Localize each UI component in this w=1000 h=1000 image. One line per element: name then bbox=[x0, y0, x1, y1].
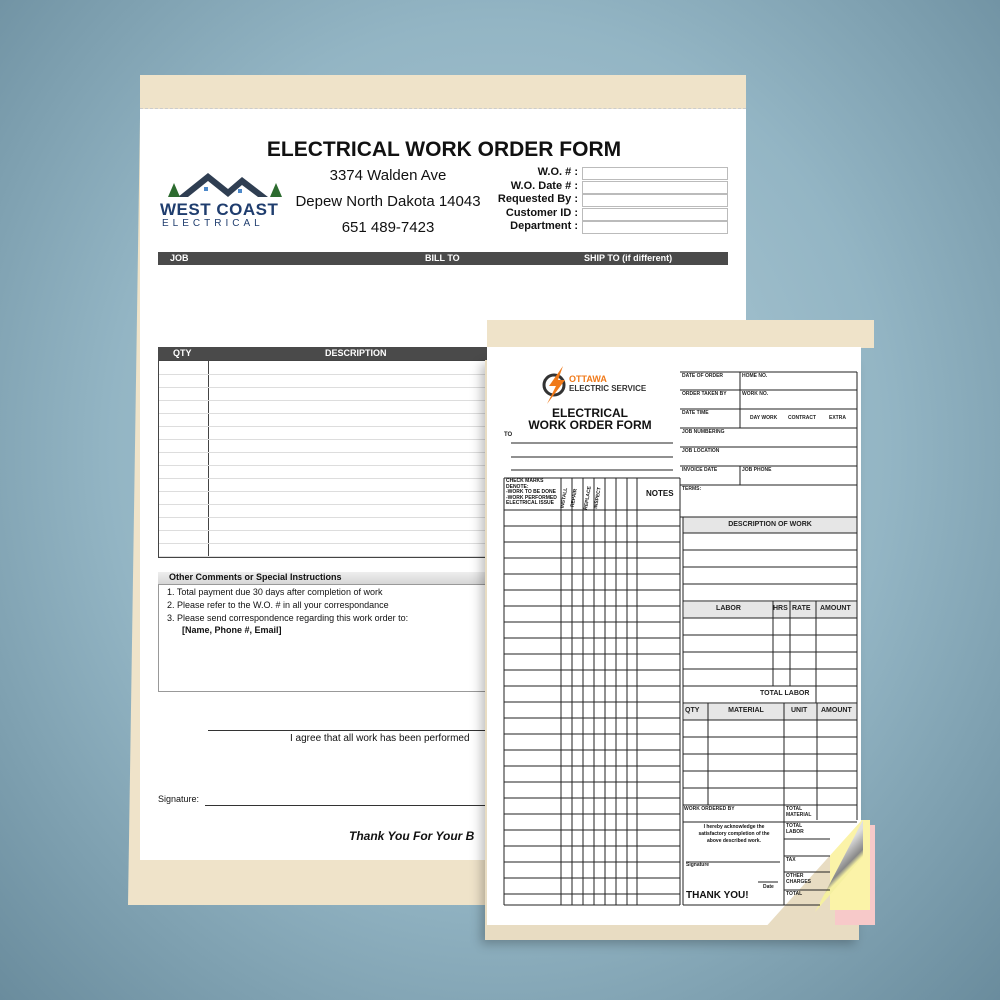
ship-to-label: SHIP TO (if different) bbox=[584, 253, 673, 263]
extra-option: EXTRA bbox=[829, 415, 846, 421]
to-label: TO bbox=[504, 432, 513, 438]
agree-text: I agree that all work has been performed bbox=[290, 733, 470, 744]
comment-line: 1. Total payment due 30 days after completion of work bbox=[167, 587, 383, 597]
job-location-label: JOB LOCATION bbox=[682, 448, 720, 454]
phone: 651 489-7423 bbox=[341, 219, 435, 236]
check-text: ELECTRICAL ISSUE bbox=[506, 500, 554, 506]
title-line: WORK ORDER FORM bbox=[528, 418, 652, 432]
totals-label: TOTAL bbox=[786, 891, 803, 897]
invoice-date-label: INVOICE DATE bbox=[682, 467, 718, 473]
acknowledge-text bbox=[684, 824, 784, 845]
unit-header: UNIT bbox=[791, 707, 808, 714]
field-label: W.O. # : bbox=[537, 166, 578, 178]
ack-line: I hereby acknowledge the bbox=[703, 824, 765, 830]
qty-label: QTY bbox=[173, 348, 192, 358]
description-of-work-header: DESCRIPTION OF WORK bbox=[728, 521, 812, 528]
check-text: CHECK MARKS bbox=[506, 478, 544, 484]
ottawa-logo-sub: ELECTRIC SERVICE bbox=[569, 384, 647, 393]
check-header bbox=[506, 479, 557, 507]
qty-header: QTY bbox=[685, 707, 700, 714]
comment-line: [Name, Phone #, Email] bbox=[182, 625, 282, 635]
field-label: W.O. Date # : bbox=[510, 179, 578, 192]
front-title bbox=[520, 407, 660, 431]
address-line: Depew North Dakota 14043 bbox=[295, 193, 481, 210]
date-of-order-label: DATE OF ORDER bbox=[682, 373, 724, 379]
field-label: Customer ID : bbox=[505, 206, 578, 219]
job-numbering-label: JOB NUMBERING bbox=[682, 429, 725, 435]
amount-header: AMOUNT bbox=[821, 707, 852, 714]
ottawa-logo: OTTAWA bbox=[569, 374, 607, 384]
terms-label: TERMS: bbox=[682, 486, 702, 492]
labor-header: LABOR bbox=[716, 605, 741, 612]
ack-line: above described work. bbox=[707, 838, 761, 844]
home-no-label: HOME NO. bbox=[742, 373, 768, 379]
contract-option: CONTRACT bbox=[788, 415, 817, 421]
check-column-label: INSPECT bbox=[592, 486, 603, 510]
field-label: Department : bbox=[510, 220, 578, 232]
field-label: Requested By : bbox=[497, 193, 578, 205]
date-time-label: DATE TIME bbox=[682, 410, 709, 416]
work-no-label: WORK NO. bbox=[742, 391, 769, 397]
rate-header: RATE bbox=[792, 605, 811, 612]
check-column-label: REPAIR bbox=[569, 488, 579, 508]
amount-header: AMOUNT bbox=[820, 605, 851, 612]
check-text: -WORK TO BE DONE bbox=[506, 489, 556, 495]
hrs-header: HRS bbox=[773, 605, 788, 612]
notes-label: NOTES bbox=[646, 489, 674, 498]
signature-label: Signature: bbox=[158, 794, 200, 804]
comment-line: 3. Please send correspondence regarding this work order to: bbox=[167, 613, 409, 623]
order-taken-by-label: ORDER TAKEN BY bbox=[682, 391, 727, 397]
comments-title: Other Comments or Special Instructions bbox=[169, 572, 342, 582]
totals-label: TOTAL LABOR bbox=[786, 823, 804, 835]
check-column-label: INSTALL bbox=[559, 487, 570, 509]
job-label: JOB bbox=[170, 253, 189, 263]
thank-you-text: Thank You For Your B bbox=[349, 829, 475, 843]
form-title: ELECTRICAL WORK ORDER FORM bbox=[266, 138, 622, 161]
total-labor-label: TOTAL LABOR bbox=[760, 690, 810, 697]
comment-line: 2. Please refer to the W.O. # in all your correspondance bbox=[167, 600, 389, 610]
lightning-bolt-icon bbox=[541, 366, 571, 404]
totals-label: OTHER CHARGES bbox=[786, 873, 812, 885]
material-header: MATERIAL bbox=[728, 707, 764, 714]
ack-line: satisfactory completion of the bbox=[698, 831, 770, 837]
signature-label: Signature bbox=[686, 862, 710, 868]
logo-name: WEST COAST bbox=[160, 200, 279, 219]
check-text: DENOTE: bbox=[506, 483, 529, 490]
day-work-option: DAY WORK bbox=[750, 415, 778, 421]
totals-label: TAX bbox=[786, 857, 796, 863]
thank-you-label: THANK YOU! bbox=[686, 890, 749, 901]
date-label: Date bbox=[763, 884, 774, 890]
totals-label: TOTAL MATERIAL bbox=[786, 806, 812, 818]
logo-subtitle: ELECTRICAL bbox=[162, 218, 264, 229]
work-ordered-by-label: WORK ORDERED BY bbox=[684, 806, 735, 812]
description-label: DESCRIPTION bbox=[325, 348, 387, 358]
address-line: 3374 Walden Ave bbox=[329, 167, 447, 184]
title-line: ELECTRICAL bbox=[552, 406, 628, 420]
bill-to-label: BILL TO bbox=[425, 253, 460, 263]
check-text: -WORK PERFORMED bbox=[506, 494, 557, 501]
check-column-label: REPLACE bbox=[582, 485, 593, 511]
job-phone-label: JOB PHONE bbox=[742, 467, 772, 473]
